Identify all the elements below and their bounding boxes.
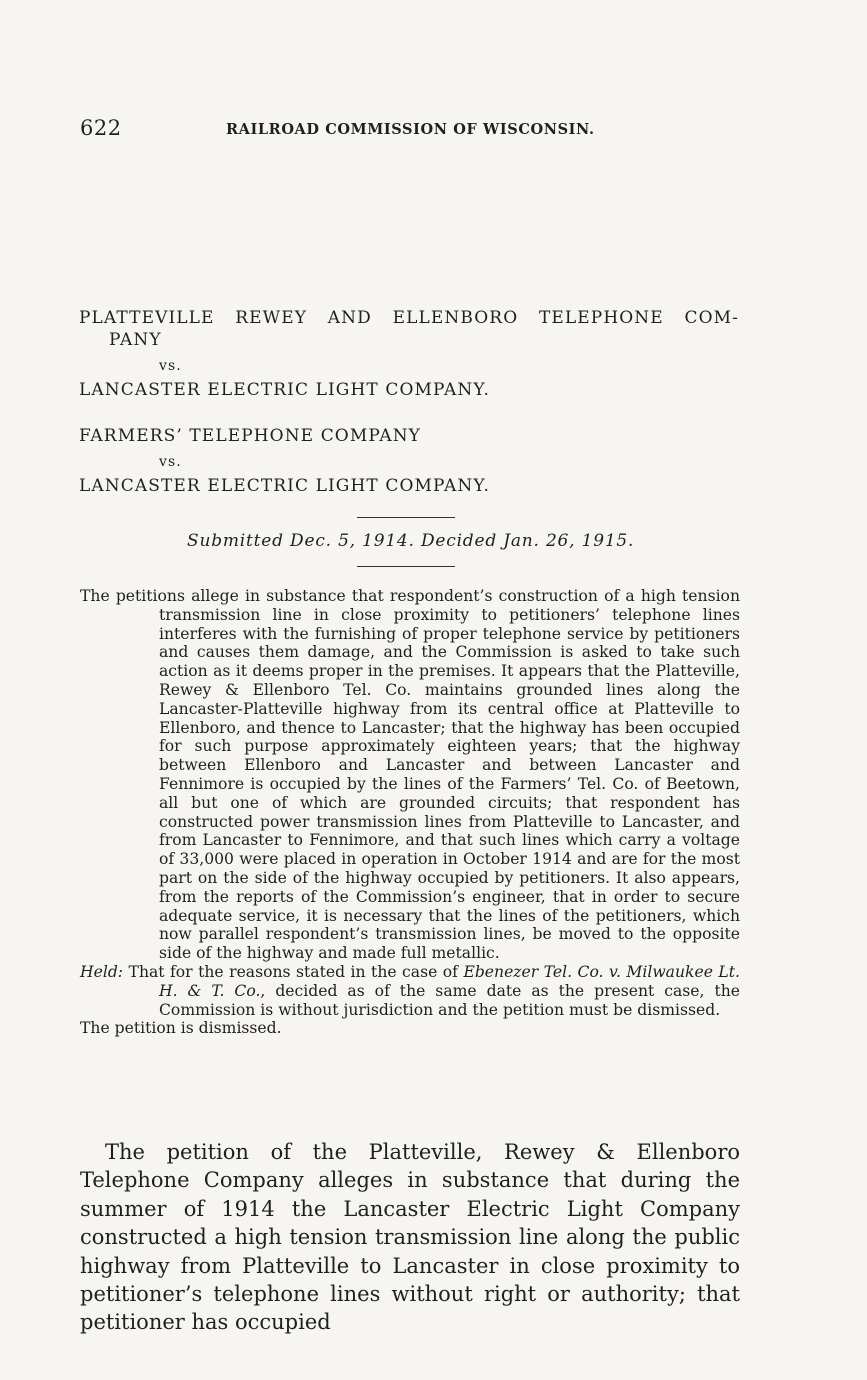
caption-versus-1: vs. xyxy=(159,358,182,374)
caption-party-3: FARMERS’ TELEPHONE COMPANY xyxy=(79,426,422,446)
held-case-citation: Ebenezer Tel. Co. v. Milwaukee Lt. H. & T. Co. xyxy=(159,962,740,1000)
caption-versus-2: vs. xyxy=(159,454,182,470)
submitted-decided-line: Submitted Dec. 5, 1914. Decided Jan. 26, 1915. xyxy=(187,531,635,551)
page-number: 622 xyxy=(80,116,122,140)
caption-party-1-cont: PANY xyxy=(109,330,162,350)
caption-party-4: LANCASTER ELECTRIC LIGHT COMPANY. xyxy=(79,476,490,496)
syllabus xyxy=(80,587,740,1038)
disposition: The petition is dismissed. xyxy=(80,1019,282,1038)
caption-party-1: PLATTEVILLE REWEY AND ELLENBORO TELEPHONE COM- xyxy=(79,308,739,328)
held-paragraph xyxy=(80,963,740,1019)
held-label: Held: xyxy=(80,962,124,981)
running-header xyxy=(80,116,740,144)
divider-top xyxy=(357,517,455,518)
opinion-text: The petition of the Platteville, Rewey & Ellenboro Telephone Company alleges in substance that during the summer of 1914 the Lancaster Electric Light Company constructed a high tension transmission line along the public highway from Platteville to Lancaster in close proximity to petitioner’s telephone lines without right or authority; that petitioner has occupied xyxy=(80,1140,740,1335)
held-text-post: , decided as of the same date as the present case, the Commission is without jurisdiction and the petition must be dismissed. xyxy=(159,981,740,1019)
divider-bottom xyxy=(357,566,455,567)
running-title: RAILROAD COMMISSION OF WISCONSIN. xyxy=(226,121,595,138)
syllabus-paragraph: The petitions allege in substance that respondent’s construction of a high tension transmission line in close proximity to petitioners’ telephone lines interferes with the furnishing of proper telephone service by petitioners and causes them damage, and the Commission is asked to take such action as it deems proper in the premises. It appears that the Platteville, Rewey & Ellenboro Tel. Co. maintains grounded lines along the Lancaster-Platteville highway from its central office at Platteville to Ellenboro, and thence to Lancaster; that the highway has been occupied for such purpose approximately eighteen years; that the highway between Ellenboro and Lancaster and between Lancaster and Fennimore is occupied by the lines of the Farmers’ Tel. Co. of Beetown, all but one of which are grounded circuits; that respondent has constructed power transmission lines from Platteville to Lancaster, and from Lancaster to Fennimore, and that such lines which carry a voltage of 33,000 were placed in operation in October 1914 and are for the most part on the side of the highway occupied by petitioners. It also appears, from the reports of the Commission’s engineer, that in order to secure adequate service, it is necessary that the lines of the petitioners, which now parallel respondent’s transmission lines, be moved to the opposite side of the highway and made full metallic. xyxy=(80,587,740,963)
caption-party-2: LANCASTER ELECTRIC LIGHT COMPANY. xyxy=(79,380,490,400)
held-text-pre: That for the reasons stated in the case of xyxy=(123,962,464,981)
